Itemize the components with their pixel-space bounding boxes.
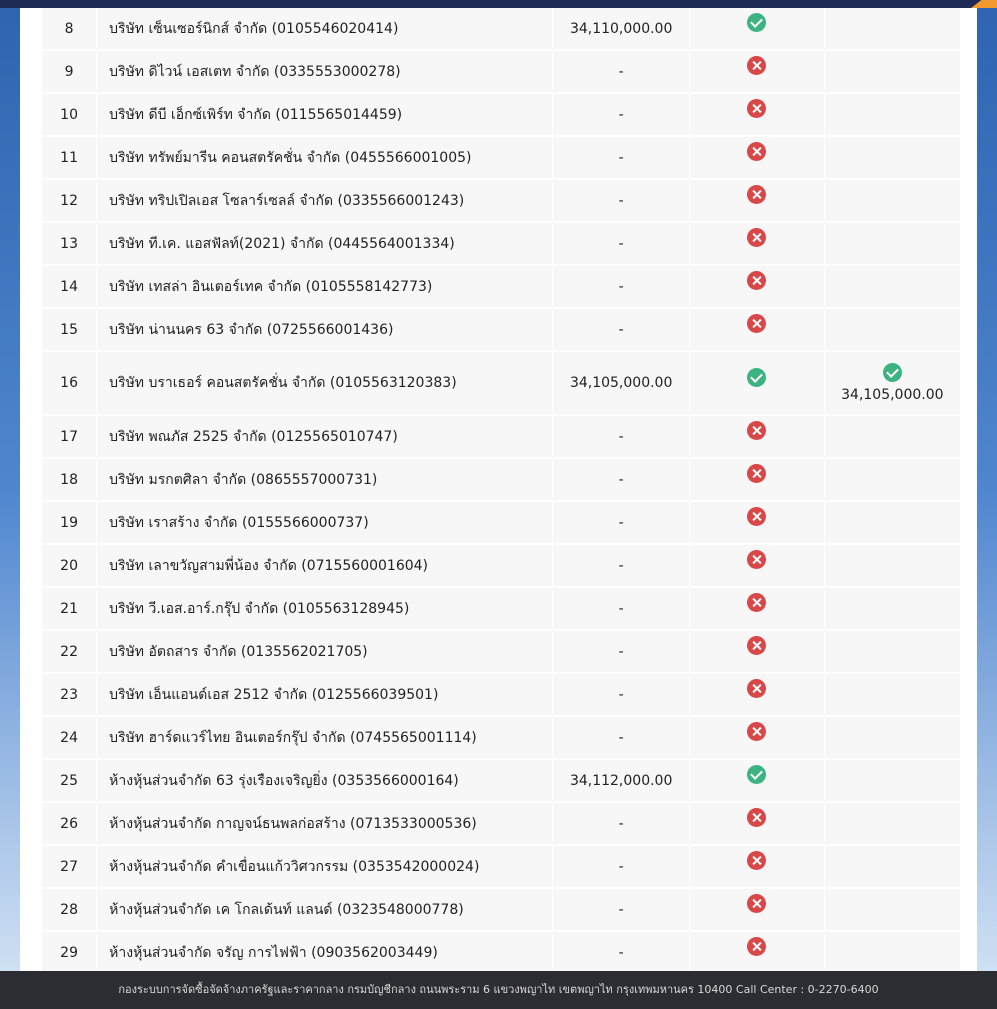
qualification-status <box>690 459 824 502</box>
qualification-status <box>690 352 824 416</box>
table-row <box>42 760 961 803</box>
bidder-name: บริษัท เราสร้าง จำกัด (0155566000737) <box>97 502 553 545</box>
bid-price: - <box>553 803 690 846</box>
table-row <box>42 502 961 545</box>
x-circle-icon <box>747 142 766 161</box>
bid-price: - <box>553 631 690 674</box>
winner-check-icon <box>883 363 902 382</box>
bidder-name: ห้างหุ้นส่วนจำกัด คำเขื่อนแก้ววิศวกรรม (0353542000024) <box>97 846 553 889</box>
status-icon-wrap <box>747 314 766 333</box>
bidder-name: บริษัท ฮาร์ดแวร์ไทย อินเตอร์กรุ๊ป จำกัด (0745565001114) <box>97 717 553 760</box>
bidder-name: บริษัท เอ็นแอนด์เอส 2512 จำกัด (0125566039501) <box>97 674 553 717</box>
bid-price: - <box>553 94 690 137</box>
status-icon-wrap <box>747 271 766 290</box>
status-icon-wrap <box>747 464 766 483</box>
status-icon-wrap <box>747 808 766 827</box>
bidder-name: บริษัท เทสล่า อินเตอร์เทค จำกัด (0105558142773) <box>97 266 553 309</box>
x-circle-icon <box>747 550 766 569</box>
bidder-name: ห้างหุ้นส่วนจำกัด เค โกลเด้นท์ แลนด์ (0323548000778) <box>97 889 553 932</box>
winner-cell <box>825 889 961 932</box>
status-icon-wrap <box>747 142 766 161</box>
table-row <box>42 94 961 137</box>
row-number: 24 <box>42 717 97 760</box>
winner-cell <box>825 674 961 717</box>
check-circle-icon <box>747 368 766 387</box>
bid-price: - <box>553 309 690 352</box>
winner-cell <box>825 266 961 309</box>
status-icon-wrap <box>747 636 766 655</box>
table-row <box>42 717 961 760</box>
bidder-name: บริษัท เลาขวัญสามพี่น้อง จำกัด (0715560001604) <box>97 545 553 588</box>
qualification-status <box>690 889 824 932</box>
table-row <box>42 137 961 180</box>
winner-cell <box>825 932 961 971</box>
qualification-status <box>690 309 824 352</box>
x-circle-icon <box>747 99 766 118</box>
qualification-status <box>690 674 824 717</box>
bid-price: - <box>553 459 690 502</box>
winner-cell <box>825 459 961 502</box>
table-row <box>42 545 961 588</box>
winner-cell <box>825 8 961 51</box>
qualification-status <box>690 717 824 760</box>
qualification-status <box>690 416 824 459</box>
x-circle-icon <box>747 56 766 75</box>
row-number: 27 <box>42 846 97 889</box>
bidders-table <box>42 8 961 971</box>
winner-cell <box>825 137 961 180</box>
row-number: 29 <box>42 932 97 971</box>
qualification-status <box>690 8 824 51</box>
table-row <box>42 459 961 502</box>
table-row <box>42 846 961 889</box>
qualification-status <box>690 266 824 309</box>
row-number: 9 <box>42 51 97 94</box>
check-circle-icon <box>747 765 766 784</box>
table-row <box>42 588 961 631</box>
winner-cell <box>825 51 961 94</box>
winner-cell <box>825 717 961 760</box>
status-icon-wrap <box>747 56 766 75</box>
row-number: 17 <box>42 416 97 459</box>
bid-price: - <box>553 137 690 180</box>
bidder-name: บริษัท ดิไวน์ เอสเตท จำกัด (0335553000278) <box>97 51 553 94</box>
winner-cell <box>825 631 961 674</box>
bidder-name: บริษัท บราเธอร์ คอนสตรัคชั่น จำกัด (0105563120383) <box>97 352 553 416</box>
status-icon-wrap <box>747 722 766 741</box>
winner-cell <box>825 588 961 631</box>
qualification-status <box>690 180 824 223</box>
status-icon-wrap <box>747 851 766 870</box>
winner-cell <box>825 846 961 889</box>
page-background-left <box>0 8 20 971</box>
row-number: 13 <box>42 223 97 266</box>
status-icon-wrap <box>747 228 766 247</box>
row-number: 14 <box>42 266 97 309</box>
footer <box>0 971 997 1009</box>
x-circle-icon <box>747 636 766 655</box>
x-circle-icon <box>747 722 766 741</box>
table-row <box>42 309 961 352</box>
row-number: 19 <box>42 502 97 545</box>
bidder-name: บริษัท วี.เอส.อาร์.กรุ๊ป จำกัด (0105563128945) <box>97 588 553 631</box>
bidder-name: บริษัท พณภัส 2525 จำกัด (0125565010747) <box>97 416 553 459</box>
winner-cell <box>825 223 961 266</box>
qualification-status <box>690 588 824 631</box>
status-icon-wrap <box>747 765 766 784</box>
x-circle-icon <box>747 894 766 913</box>
bid-price: - <box>553 266 690 309</box>
x-circle-icon <box>747 228 766 247</box>
bid-price: 34,105,000.00 <box>553 352 690 416</box>
table-row <box>42 932 961 971</box>
x-circle-icon <box>747 679 766 698</box>
bid-price: - <box>553 889 690 932</box>
row-number: 26 <box>42 803 97 846</box>
bid-price: 34,110,000.00 <box>553 8 690 51</box>
bid-price: - <box>553 545 690 588</box>
status-icon-wrap <box>747 13 766 32</box>
footer-text: กองระบบการจัดซื้อจัดจ้างภาครัฐและราคากลาง กรมบัญชีกลาง ถนนพระราม 6 แขวงพญาไท เขตพญาไท กรุงเทพมหานคร 10400 Call Center : 0-2270-6400 <box>118 983 879 996</box>
qualification-status <box>690 94 824 137</box>
qualification-status <box>690 137 824 180</box>
x-circle-icon <box>747 464 766 483</box>
content-panel <box>20 8 977 971</box>
status-icon-wrap <box>747 99 766 118</box>
qualification-status <box>690 803 824 846</box>
row-number: 16 <box>42 352 97 416</box>
row-number: 22 <box>42 631 97 674</box>
top-header-bar <box>0 0 997 8</box>
status-icon-wrap <box>747 550 766 569</box>
table-row <box>42 352 961 416</box>
qualification-status <box>690 545 824 588</box>
bid-price: - <box>553 932 690 971</box>
table-row <box>42 51 961 94</box>
qualification-status <box>690 631 824 674</box>
bidder-name: บริษัท ทรัพย์มารีน คอนสตรัคชั่น จำกัด (0455566001005) <box>97 137 553 180</box>
x-circle-icon <box>747 507 766 526</box>
table-row <box>42 889 961 932</box>
row-number: 20 <box>42 545 97 588</box>
bid-price: - <box>553 180 690 223</box>
table-row <box>42 674 961 717</box>
status-icon-wrap <box>747 937 766 956</box>
row-number: 15 <box>42 309 97 352</box>
bid-price: - <box>553 846 690 889</box>
row-number: 21 <box>42 588 97 631</box>
table-row <box>42 223 961 266</box>
status-icon-wrap <box>747 593 766 612</box>
qualification-status <box>690 846 824 889</box>
status-icon-wrap <box>747 185 766 204</box>
x-circle-icon <box>747 851 766 870</box>
winner-cell <box>825 309 961 352</box>
row-number: 12 <box>42 180 97 223</box>
qualification-status <box>690 932 824 971</box>
row-number: 25 <box>42 760 97 803</box>
bid-price: 34,112,000.00 <box>553 760 690 803</box>
bidder-name: บริษัท เซ็นเซอร์นิกส์ จำกัด (0105546020414) <box>97 8 553 51</box>
qualification-status <box>690 223 824 266</box>
row-number: 8 <box>42 8 97 51</box>
row-number: 11 <box>42 137 97 180</box>
qualification-status <box>690 760 824 803</box>
row-number: 10 <box>42 94 97 137</box>
table-row <box>42 266 961 309</box>
table-row <box>42 803 961 846</box>
x-circle-icon <box>747 937 766 956</box>
bidder-name: บริษัท มรกตศิลา จำกัด (0865557000731) <box>97 459 553 502</box>
winner-cell <box>825 545 961 588</box>
row-number: 18 <box>42 459 97 502</box>
x-circle-icon <box>747 271 766 290</box>
winner-cell <box>825 502 961 545</box>
qualification-status <box>690 51 824 94</box>
winner-cell <box>825 416 961 459</box>
winner-cell <box>825 803 961 846</box>
qualification-status <box>690 502 824 545</box>
bid-price: - <box>553 51 690 94</box>
bidder-name: บริษัท ที.เค. แอสฟัลท์(2021) จำกัด (0445564001334) <box>97 223 553 266</box>
bid-price: - <box>553 717 690 760</box>
status-icon-wrap <box>747 368 766 387</box>
bidder-name: บริษัท อัตถสาร จำกัด (0135562021705) <box>97 631 553 674</box>
bidders-table-body <box>42 8 961 971</box>
status-icon-wrap <box>747 421 766 440</box>
row-number: 28 <box>42 889 97 932</box>
winner-cell <box>825 760 961 803</box>
bid-price: - <box>553 223 690 266</box>
winner-price: 34,105,000.00 <box>841 387 944 403</box>
table-row <box>42 631 961 674</box>
x-circle-icon <box>747 421 766 440</box>
status-icon-wrap <box>747 894 766 913</box>
bidder-name: ห้างหุ้นส่วนจำกัด กาญจน์ธนพลก่อสร้าง (0713533000536) <box>97 803 553 846</box>
bid-price: - <box>553 502 690 545</box>
winner-cell <box>825 352 961 416</box>
bid-price: - <box>553 588 690 631</box>
table-row <box>42 416 961 459</box>
winner-cell <box>825 94 961 137</box>
bidder-name: ห้างหุ้นส่วนจำกัด 63 รุ่งเรืองเจริญยิ่ง (0353566000164) <box>97 760 553 803</box>
bidder-name: บริษัท น่านนคร 63 จำกัด (0725566001436) <box>97 309 553 352</box>
check-circle-icon <box>747 13 766 32</box>
x-circle-icon <box>747 314 766 333</box>
x-circle-icon <box>747 808 766 827</box>
winner-info <box>825 363 960 403</box>
bid-price: - <box>553 674 690 717</box>
table-row <box>42 8 961 51</box>
x-circle-icon <box>747 185 766 204</box>
status-icon-wrap <box>747 679 766 698</box>
bidder-name: ห้างหุ้นส่วนจำกัด จรัญ การไฟฟ้า (0903562003449) <box>97 932 553 971</box>
table-row <box>42 180 961 223</box>
page-background-right <box>977 8 997 971</box>
row-number: 23 <box>42 674 97 717</box>
winner-cell <box>825 180 961 223</box>
bid-price: - <box>553 416 690 459</box>
status-icon-wrap <box>747 507 766 526</box>
bidder-name: บริษัท ดีบี เอ็กซ์เพิร์ท จำกัด (0115565014459) <box>97 94 553 137</box>
bidder-name: บริษัท ทริปเปิลเอส โซลาร์เซลล์ จำกัด (0335566001243) <box>97 180 553 223</box>
x-circle-icon <box>747 593 766 612</box>
